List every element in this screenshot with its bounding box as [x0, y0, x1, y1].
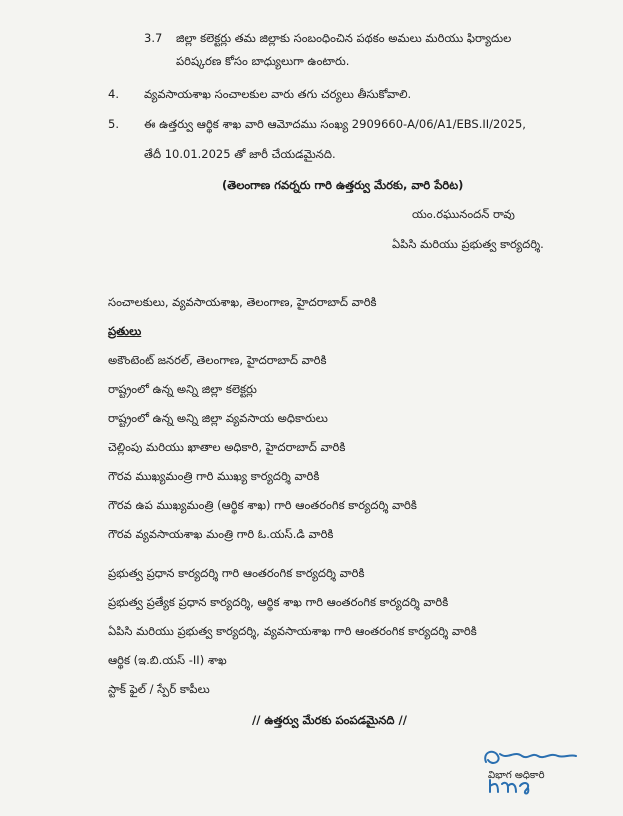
para-3-7-number: 3.7 — [144, 31, 163, 45]
para-5-line-1: ఈ ఉత్తర్వు ఆర్థిక శాఖ వారి ఆమోదము సంఖ్య 2909660-A/06/A1/EBS.II/2025, — [144, 117, 526, 131]
section-officer-label: విభాగ అధికారి — [488, 770, 545, 781]
copy-item: స్టాక్ ఫైల్ / స్పేర్ కాపీలు — [108, 682, 210, 696]
copy-item: ఆర్థిక (ఇ.బి.యస్ -II) శాఖ — [108, 653, 227, 667]
copy-item: రాష్ట్రంలో ఉన్న అన్ని జిల్లా వ్యవసాయ అధికారులు — [108, 411, 328, 425]
addressee-line: సంచాలకులు, వ్యవసాయశాఖ, తెలంగాణ, హైదరాబాద్ వారికి — [108, 295, 377, 309]
para-3-7-line-1: జిల్లా కలెక్టర్లు తమ జిల్లాకు సంబంధించిన పథకం అమలు మరియు ఫిర్యాదుల — [176, 31, 512, 45]
para-4-line-1: వ్యవసాయశాఖ సంచాలకుల వారు తగు చర్యలు తీసుకోవాలి. — [144, 87, 412, 101]
copy-item: రాష్ట్రంలో ఉన్న అన్ని జిల్లా కలెక్టర్లు — [108, 382, 257, 396]
governor-order-line: (తెలంగాణ గవర్నరు గారి ఉత్తర్వు మేరకు, వారి పేరిట) — [222, 178, 464, 192]
signatory-title: ఏపిసి మరియు ప్రభుత్వ కార్యదర్శి. — [392, 237, 544, 251]
copy-item: ఏపిసి మరియు ప్రభుత్వ కార్యదర్శి, వ్యవసాయశాఖ గారి ఆంతరంగిక కార్యదర్శి వారికి — [108, 624, 477, 638]
copy-item: ప్రభుత్వ ప్రత్యేక ప్రధాన కార్యదర్శి, ఆర్థిక శాఖ గారి ఆంతరంగిక కార్యదర్శి వారికి — [108, 595, 449, 609]
copy-item: గౌరవ వ్యవసాయశాఖ మంత్రి గారి ఓ.యస్.డి వారికి — [108, 527, 334, 541]
handwritten-signature — [474, 738, 584, 798]
copies-heading: ప్రతులు — [108, 324, 142, 338]
para-5-line-2: తేదీ 10.01.2025 తో జారీ చేయడమైనది. — [144, 147, 336, 161]
para-3-7-line-2: పరిష్కరణ కోసం బాధ్యులుగా ఉంటారు. — [176, 54, 350, 68]
signatory-name: యం.రఘునందన్ రావు — [412, 207, 515, 221]
forwarded-line: // ఉత్తర్వు మేరకు పంపడమైనది // — [252, 713, 407, 727]
copy-item: ప్రభుత్వ ప్రధాన కార్యదర్శి గారి ఆంతరంగిక కార్యదర్శి వారికి — [108, 566, 365, 580]
copy-item: అకౌంటెంట్ జనరల్, తెలంగాణ, హైదరాబాద్ వారికి — [108, 353, 327, 367]
copy-item: గౌరవ ముఖ్యమంత్రి గారి ముఖ్య కార్యదర్శి వారికి — [108, 469, 320, 483]
para-4-number: 4. — [108, 87, 119, 101]
para-5-number: 5. — [108, 117, 119, 131]
copy-item: గౌరవ ఉప ముఖ్యమంత్రి (ఆర్థిక శాఖ) గారి ఆంతరంగిక కార్యదర్శి వారికి — [108, 498, 417, 512]
copy-item: చెల్లింపు మరియు ఖాతాల అధికారి, హైదరాబాద్ వారికి — [108, 440, 346, 454]
